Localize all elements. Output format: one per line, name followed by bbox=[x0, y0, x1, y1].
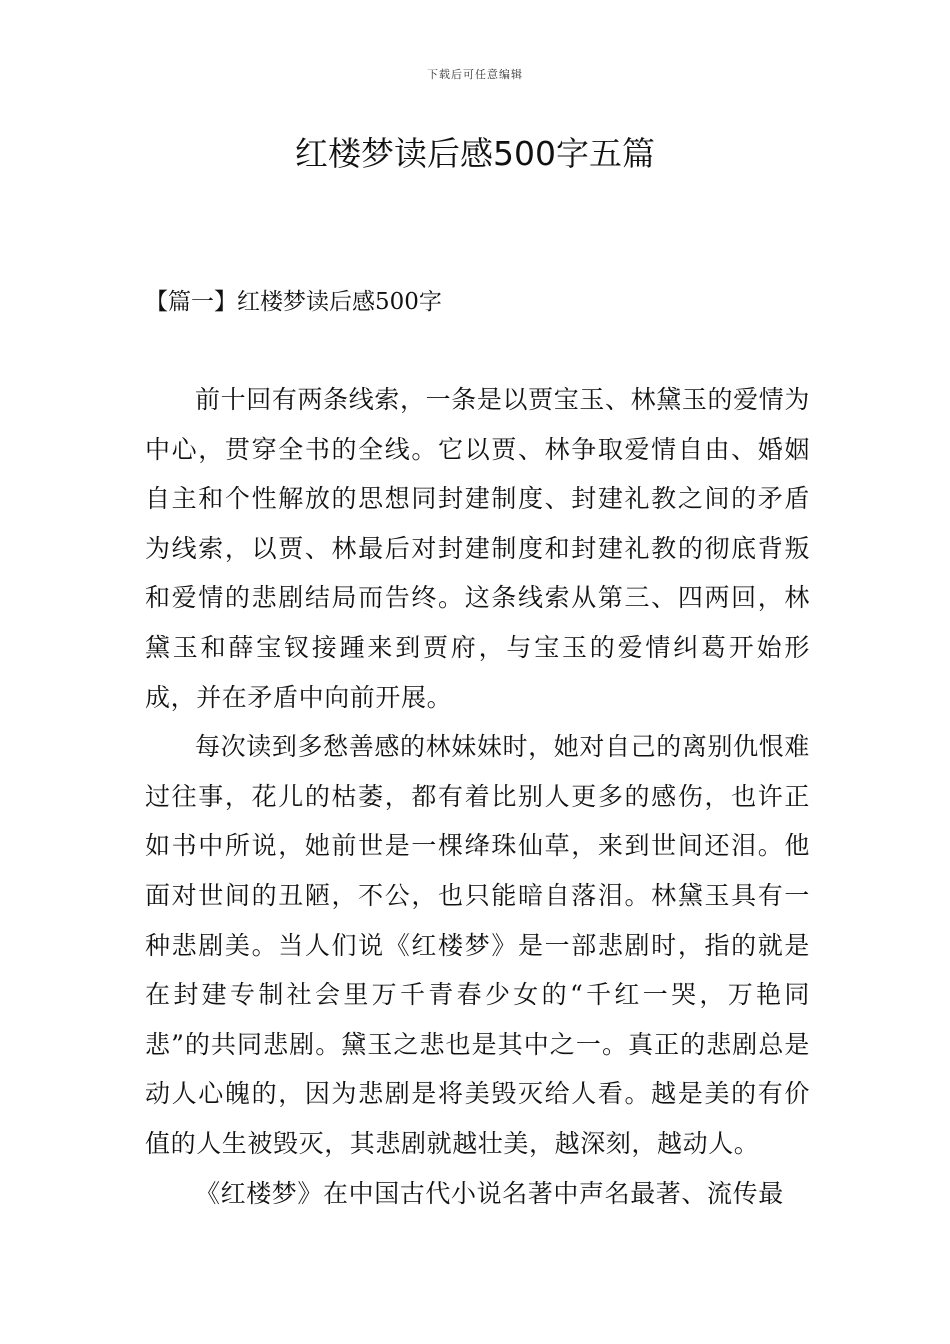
body-text bbox=[145, 375, 810, 1218]
paragraph-3: 《红楼梦》在中国古代小说名著中声名最著、流传最 bbox=[195, 1178, 784, 1208]
header-note: 下载后可任意编辑 bbox=[427, 68, 523, 81]
document-title: 红楼梦读后感500字五篇 bbox=[295, 134, 655, 173]
paragraph-2: 每次读到多愁善感的林妹妹时，她对自己的离别仇恨难过往事，花儿的枯萎，都有着比别人更多的感伤，也许正如书中所说，她前世是一棵绛珠仙草，来到世间还泪。他面对世间的丑陋，不公，也只能暗自落泪。林黛玉具有一种悲剧美。当人们说《红楼梦》是一部悲剧时，指的就是在封建专制社会里万千青春少女的“千红一哭，万艳同悲”的共同悲剧。黛玉之悲也是其中之一。真正的悲剧总是动人心魄的，因为悲剧是将美毁灭给人看。越是美的有价值的人生被毁灭，其悲剧就越壮美，越深刻，越动人。 bbox=[145, 732, 810, 1158]
paragraph-1: 前十回有两条线索，一条是以贾宝玉、林黛玉的爱情为中心，贯穿全书的全线。它以贾、林争取爱情自由、婚姻自主和个性解放的思想同封建制度、封建礼教之间的矛盾为线索，以贾、林最后对封建制度和封建礼教的彻底背叛和爱情的悲剧结局而告终。这条线索从第三、四两回，林黛玉和薛宝钗接踵来到贾府，与宝玉的爱情纠葛开始形成，并在矛盾中向前开展。 bbox=[145, 385, 810, 712]
section-heading: 【篇一】红楼梦读后感500字 bbox=[145, 289, 442, 315]
